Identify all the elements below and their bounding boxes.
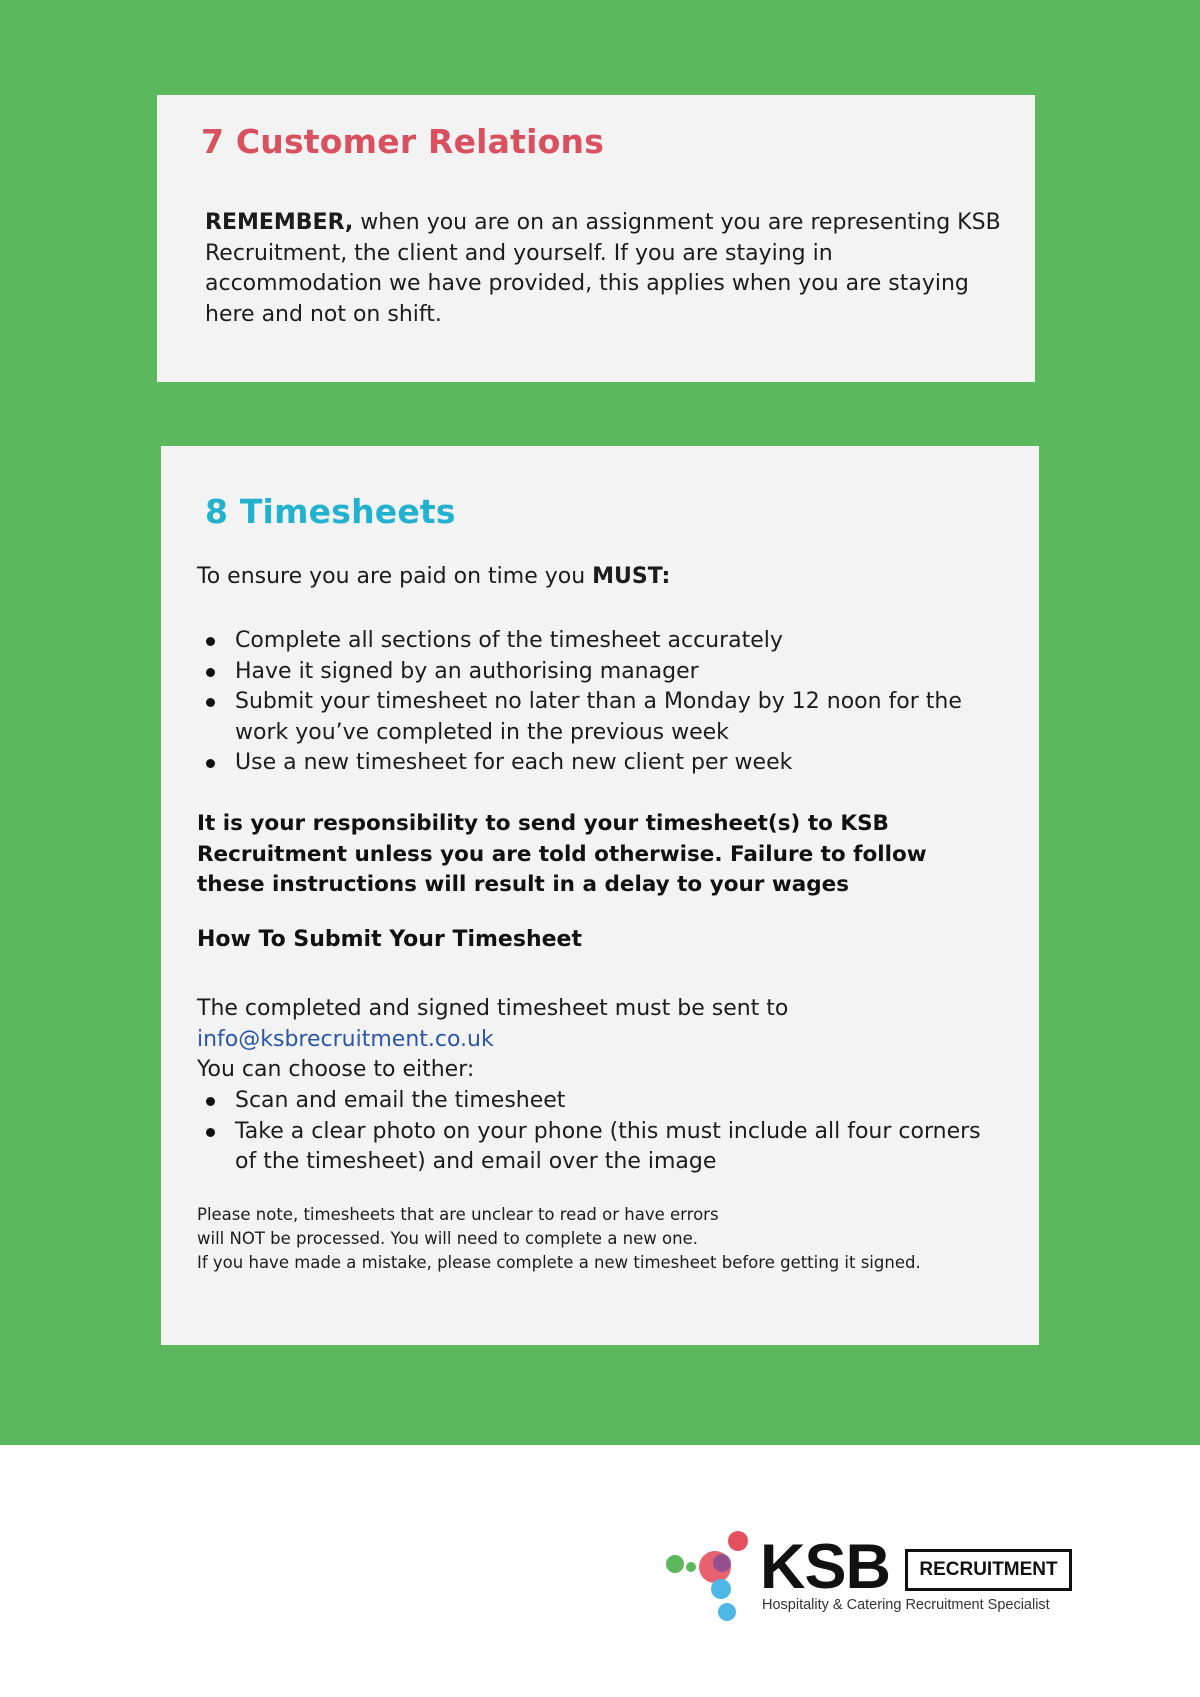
ksb-recruitment-logo xyxy=(665,1527,1085,1627)
logo-dot-red xyxy=(728,1531,748,1551)
list-item-text: Take a clear photo on your phone (this must include all four corners of the timesheet) and email over the image xyxy=(235,1118,981,1174)
list-item xyxy=(197,1086,997,1117)
bullet-icon xyxy=(206,759,215,768)
section-8-heading: 8 Timesheets xyxy=(205,492,456,531)
timesheet-intro xyxy=(197,562,997,593)
how-to-submit-heading: How To Submit Your Timesheet xyxy=(197,927,582,952)
processing-note xyxy=(197,1203,987,1275)
choose-text: You can choose to either: xyxy=(197,1057,475,1082)
logo-dots-icon xyxy=(665,1527,760,1627)
logo-wordmark: KSB xyxy=(760,1532,891,1602)
logo-dot-blue xyxy=(711,1579,731,1599)
must-label: MUST: xyxy=(592,564,671,589)
email-link[interactable]: info@ksbrecruitment.co.uk xyxy=(197,1026,494,1052)
timesheets-card xyxy=(161,446,1039,1345)
must-list xyxy=(197,626,997,779)
logo-badge: RECRUITMENT xyxy=(905,1549,1072,1591)
intro-text: To ensure you are paid on time you xyxy=(197,564,593,589)
note-line: If you have made a mistake, please complete a new timesheet before getting it signed. xyxy=(197,1253,921,1272)
note-line: will NOT be processed. You will need to complete a new one. xyxy=(197,1229,698,1248)
submission-options-list xyxy=(197,1086,997,1178)
bullet-icon xyxy=(206,637,215,646)
customer-relations-card xyxy=(157,95,1035,382)
sent-to-text: The completed and signed timesheet must be sent to xyxy=(197,996,789,1021)
submission-instructions xyxy=(197,994,997,1086)
logo-tagline: Hospitality & Catering Recruitment Specialist xyxy=(762,1597,1050,1613)
list-item xyxy=(197,657,997,688)
list-item xyxy=(197,687,997,748)
section-7-body xyxy=(205,208,1015,330)
list-item-text: Submit your timesheet no later than a Monday by 12 noon for the work you’ve completed in the previous week xyxy=(235,689,962,745)
responsibility-warning: It is your responsibility to send your timesheet(s) to KSB Recruitment unless you are told otherwise. Failure to follow these instructions will result in a delay to your wages xyxy=(197,811,927,897)
list-item xyxy=(197,626,997,657)
list-item xyxy=(197,748,997,779)
logo-dot-blue-small xyxy=(718,1603,736,1621)
bullet-icon xyxy=(206,698,215,707)
list-item-text: Complete all sections of the timesheet accurately xyxy=(235,628,783,653)
bullet-icon xyxy=(206,668,215,677)
section-7-text: when you are on an assignment you are representing KSB Recruitment, the client and yourself. If you are staying in accommodation we have provided, this applies when you are staying here and not on shift. xyxy=(205,210,1001,327)
logo-dot-green xyxy=(666,1555,684,1573)
list-item-text: Scan and email the timesheet xyxy=(235,1088,566,1113)
bullet-icon xyxy=(206,1097,215,1106)
remember-label: REMEMBER, xyxy=(205,210,354,235)
logo-dot-purple xyxy=(713,1554,731,1572)
list-item-text: Use a new timesheet for each new client per week xyxy=(235,750,793,775)
note-line: Please note, timesheets that are unclear to read or have errors xyxy=(197,1205,719,1224)
list-item-text: Have it signed by an authorising manager xyxy=(235,658,699,684)
bullet-icon xyxy=(206,1128,215,1137)
list-item xyxy=(197,1117,997,1178)
logo-dot-green-small xyxy=(686,1562,696,1572)
section-7-heading: 7 Customer Relations xyxy=(201,122,605,161)
